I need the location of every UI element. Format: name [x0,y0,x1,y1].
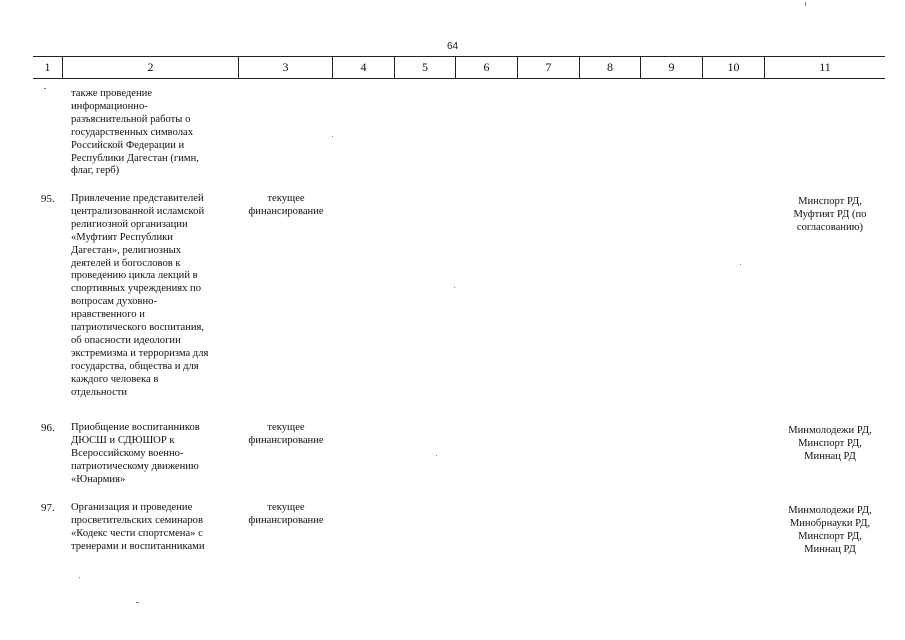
header-col-6: 6 [455,57,517,78]
scan-speck [79,577,80,578]
header-col-3: 3 [238,57,332,78]
row-97-financing: текущее финансирование [248,502,324,526]
row-continuation-text: также проведение информационно- разъяснительной работы о государственных символах Российской Федерации и Республики Дагестан (гимн, флаг, герб) [71,88,199,177]
header-col-2: 2 [62,57,238,78]
row-96-responsible: Минмолодежи РД, Минспорт РД, Миннац РД [788,425,872,462]
scan-speck [332,136,333,137]
scan-speck [454,287,455,288]
header-col-9: 9 [640,57,702,78]
row-97-responsible: Минмолодежи РД, Минобрнауки РД, Минспорт РД, Миннац РД [788,505,872,555]
header-col-1: 1 [44,60,51,74]
scan-speck [805,2,806,6]
row-97-text: Организация и проведение просветительских семинаров «Кодекс чести спортсмена» с тренерами и воспитанниками [71,502,205,552]
header-col-8: 8 [579,57,640,78]
row-96-financing: текущее финансирование [248,422,324,446]
row-96-number: 96. [41,422,55,434]
row-97-number: 97. [41,502,55,514]
row-95-text: Привлечение представителей централизованной исламской религиозной организации «Муфтият Республики Дагестан», религиозных деятелей и богословов к проведению цикла лекций в спортивных учреждениях по вопросам духовно- нравственного и патриотического воспитания, об опасности идеологии экстремизма и терроризма для государства, общества и для каждого человека в отдельности [71,193,209,398]
row-96-text: Приобщение воспитанников ДЮСШ и СДЮШОР к Всероссийскому военно- патриотическому движению «Юнармия» [71,422,200,485]
header-col-5: 5 [394,57,455,78]
row-95-responsible: Минспорт РД, Муфтият РД (по согласованию) [793,196,867,233]
scan-speck [436,455,437,456]
row-95-financing: текущее финансирование [248,193,324,217]
header-col-11: 11 [764,57,885,78]
scan-speck [44,88,46,89]
row-95-number: 95. [41,193,55,205]
scan-speck [740,264,741,265]
header-col-7: 7 [517,57,579,78]
table-header [33,56,885,79]
page-number: 64 [446,41,459,52]
header-col-4: 4 [332,57,394,78]
scan-speck [136,602,139,603]
header-col-10: 10 [702,57,764,78]
